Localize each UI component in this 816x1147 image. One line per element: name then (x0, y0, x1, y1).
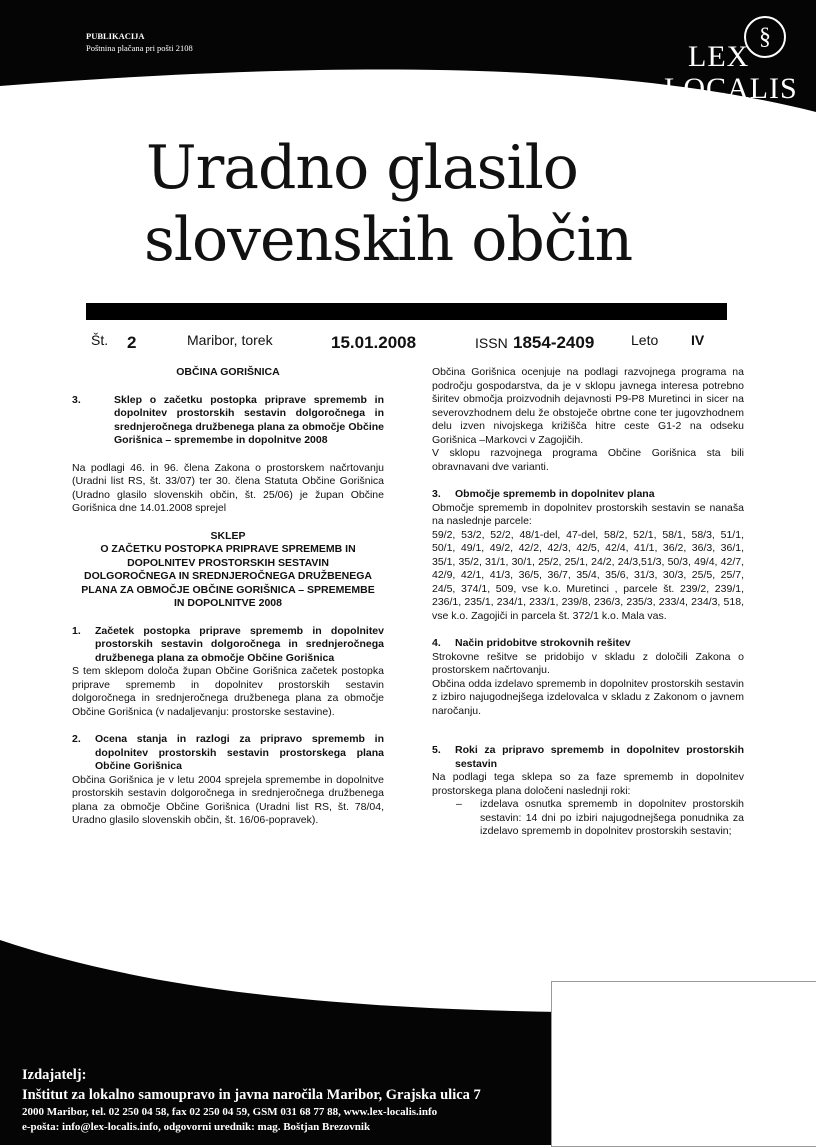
section-1-heading (72, 625, 384, 666)
publication-label: PUBLIKACIJA (86, 31, 145, 41)
section-2-heading (72, 733, 384, 774)
item-heading (72, 394, 384, 448)
right-paragraph-1: Občina Gorišnica ocenjuje na podlagi razvojnega programa na področju gospodarstva, da je v sklopu javnega interesa potrebno širitev območja proizvodnih dejavnosti P9-P8 Muretinci in sicer na severovzhodnem delu že obstoječe obrtne cone ter jugovzhodnem delu izven nivojskega križišča hitre ceste G1-2 na odseku Gorišnica –Markovci v Zagojičih. (432, 366, 744, 446)
deadline-item-text: izdelava osnutka sprememb in dopolnitev prostorskih sestavin: 14 dni po izbiri najugodnejšega ponudnika za izdelavo sprememb in dopolnitev prostorskih sestavin; (480, 798, 744, 837)
municipality-heading: OBČINA GORIŠNICA (176, 366, 280, 378)
section-2-text: Občina Gorišnica je v letu 2004 sprejela spremembe in dopolnitve prostorskih sestavin dolgoročnega in srednjeročnega družbenega plana za območje Občine Gorišnica (Uradni list RS, št. 78/04, Uradno glasilo slovenskih občin, št. 16/06-popravek). (72, 773, 384, 826)
section-2-number: 2. (72, 733, 81, 745)
section-4-text-1: Strokovne rešitve se pridobijo v skladu z določili Zakona o prostorskem načrtovanju. (432, 650, 744, 676)
section-2-title: Ocena stanja in razlogi za pripravo sprememb in dopolnitev prostorskih sestavin prostorskega plana Občine Gorišnica (95, 733, 384, 772)
item-title: Sklep o začetku postopka priprave sprememb in dopolnitev prostorskih sestavin dolgoročnega in srednjeročnega družbenega plana za območje Občine Gorišnica – spremembe in dopolnitve 2008 (114, 393, 384, 446)
paragraph-sign-icon: § (744, 16, 786, 58)
issue-date: 15.01.2008 (331, 333, 417, 352)
issn-value: 1854-2409 (513, 333, 595, 352)
title-rule (86, 303, 727, 320)
issue-number-label: Št. (91, 332, 109, 348)
section-5-text: Na podlagi tega sklepa so za faze sprememb in dopolnitev prostorskega plana določeni naslednji roki: (432, 771, 744, 797)
section-3-heading (432, 488, 744, 502)
section-3-title: Območje sprememb in dopolnitev plana (455, 488, 655, 500)
postage-note: Poštnina plačana pri pošti 2108 (86, 43, 193, 53)
title-line-2: slovenskih občin (144, 205, 633, 275)
section-1-text: S tem sklepom določa župan Občine Gorišnica začetek postopka priprave sprememb in dopolnitev prostorskih sestavin dolgoročnega in srednjeročnega družbenega plana za območje Občine Gorišnica (v nadaljevanju: prostorske sestavine). (72, 665, 384, 718)
section-1-title: Začetek postopka priprave sprememb in dopolnitev prostorskih sestavin dolgoročnega in srednjeročnega družbenega plana za območje Občine Gorišnica (95, 624, 384, 664)
dash-bullet: – (456, 798, 462, 810)
section-5-number: 5. (432, 744, 441, 756)
sklep-title: O ZAČETKU POSTOPKA PRIPRAVE SPREMEMB IN DOPOLNITEV PROSTORSKIH SESTAVIN DOLGOROČNEGA IN SREDNJEROČNEGA DRUŽBENEGA PLANA ZA OBMOČJE OBČINE GORIŠNICA – SPREMEMBE IN DOPOLNITVE 2008 (81, 543, 375, 609)
page-title (146, 132, 632, 276)
issue-place-day: Maribor, torek (187, 332, 273, 348)
section-5-heading (432, 744, 744, 771)
publisher-email: e-pošta: info@lex-localis.info, odgovorni urednik: mag. Boštjan Brezovnik (22, 1121, 371, 1133)
sklep-heading: SKLEP (210, 529, 246, 542)
section-3-number: 3. (432, 488, 441, 500)
issue-number: 2 (127, 333, 137, 352)
item-number: 3. (72, 393, 81, 406)
section-4-heading (432, 637, 744, 651)
barcode-box (551, 981, 816, 1147)
issn-label: ISSN (475, 335, 508, 351)
year-label: Leto (631, 332, 659, 348)
lex-localis-logo (660, 14, 800, 104)
section-3-parcels: 59/2, 53/2, 52/2, 48/1-del, 47-del, 58/2, 52/1, 58/1, 58/3, 51/1, 50/1, 49/1, 49/2, 42/2, 42/3, 42/5, 42/4, 41/1, 36/2, 36/3, 36/1, 35/1, 35/2, 31/1, 30/1, 25/2, 25/1, 24/2, 24/3,51/3, 50/3, 49/4, 42/7, 42/9, 42/1, 41/3, 36/5, 36/7, 35/4, 35/6, 31/3, 30/3, 25/5, 25/7, 24/5, 374/1, 509, vse k.o. Muretinci , parcele št. 239/2, 239/1, 236/1, 235/1, 234/1, 233/1, 239/8, 236/3, 235/3, 233/4, 234/3, 518, vse k.o. Zagojiči in parcela št. 372/1 k.o. Mala vas. (432, 528, 744, 622)
left-column (72, 366, 384, 828)
year-value: IV (691, 332, 705, 348)
publication-note (86, 30, 193, 54)
deadline-list-item (456, 798, 744, 839)
section-4-title: Način pridobitve strokovnih rešitev (455, 637, 631, 649)
section-4-text-2: Občina odda izdelavo sprememb in dopolnitev prostorskih sestavin z izbiro najugodnejšega izdelovalca v skladu z Zakonom o javnem naročanju. (432, 677, 744, 717)
section-4-number: 4. (432, 637, 441, 649)
publisher-name: Inštitut za lokalno samoupravo in javna naročila Maribor, Grajska ulica 7 (22, 1087, 481, 1103)
logo-line-1: LEX (688, 40, 750, 73)
right-column (432, 366, 744, 839)
section-3-text: Območje sprememb in dopolnitev prostorskih sestavin se nanaša na naslednje parcele: (432, 501, 744, 527)
section-1-number: 1. (72, 624, 81, 637)
logo-line-2: LOCALIS (664, 72, 798, 105)
publisher-label: Izdajatelj: (22, 1067, 87, 1083)
intro-paragraph: Na podlagi 46. in 96. člena Zakona o prostorskem načrtovanju (Uradni list RS, št. 33/07) ter 30. člena Statuta Občine Gorišnica (Uradno glasilo slovenskih občin, št. 25/06) je župan Občine Gorišnica dne 14.01.2008 sprejel (72, 461, 384, 514)
section-5-title: Roki za pripravo sprememb in dopolnitev prostorskih sestavin (455, 744, 744, 770)
title-line-1: Uradno glasilo (146, 133, 578, 203)
right-paragraph-2: V sklopu razvojnega programa Občine Gorišnica sta bili obravnavani dve varianti. (432, 447, 744, 473)
publisher-contact: 2000 Maribor, tel. 02 250 04 58, fax 02 250 04 59, GSM 031 68 77 88, www.lex-localis.info (22, 1106, 438, 1118)
